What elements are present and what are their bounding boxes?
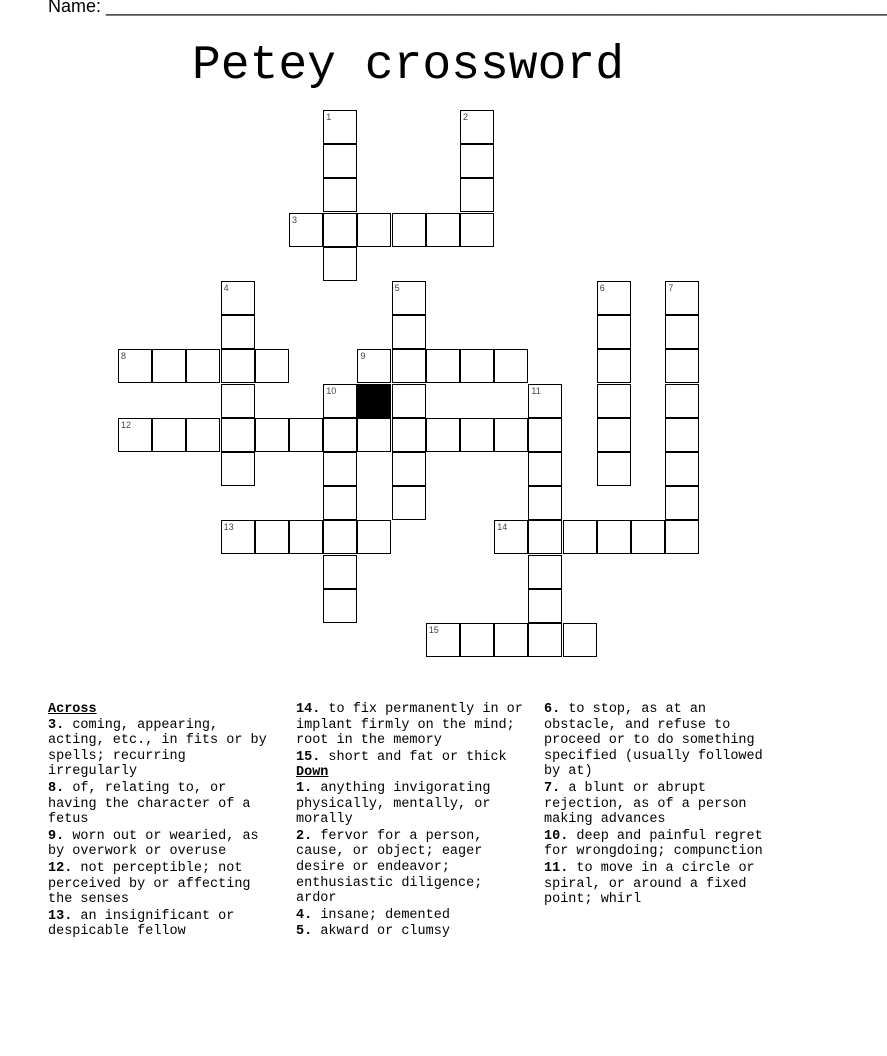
crossword-cell[interactable] — [289, 213, 323, 247]
name-field[interactable]: Name: ______________________________________________________________________________ — [48, 0, 887, 16]
clue-number-label: 7. — [544, 780, 561, 796]
clue-text: insane; demented — [320, 907, 450, 923]
down-clue — [296, 829, 530, 907]
crossword-cell[interactable] — [597, 349, 631, 383]
crossword-cell[interactable] — [152, 418, 186, 452]
crossword-cell[interactable] — [221, 384, 255, 418]
clue-text: to fix permanently in or implant firmly on the mind; root in the memory — [296, 702, 523, 749]
crossword-cell[interactable] — [665, 520, 699, 554]
crossword-cell[interactable] — [528, 418, 562, 452]
black-square — [357, 384, 391, 418]
crossword-cell[interactable] — [494, 349, 528, 383]
crossword-cell[interactable] — [563, 520, 597, 554]
clue-number-label: 13. — [48, 908, 73, 924]
clue-number: 11 — [531, 385, 541, 396]
crossword-cell[interactable] — [631, 520, 665, 554]
crossword-cell[interactable] — [323, 555, 357, 589]
puzzle-title: Petey crossword — [191, 39, 625, 93]
clue-text: short and fat or thick — [328, 749, 507, 765]
crossword-cell[interactable] — [392, 452, 426, 486]
crossword-cell[interactable] — [186, 349, 220, 383]
crossword-cell[interactable] — [426, 213, 460, 247]
crossword-cell[interactable] — [665, 452, 699, 486]
crossword-cell[interactable] — [323, 452, 357, 486]
clue-text: akward or clumsy — [320, 924, 450, 940]
clue-number: 8 — [121, 351, 127, 362]
crossword-cell[interactable] — [426, 349, 460, 383]
crossword-cell[interactable] — [392, 315, 426, 349]
down-clue — [296, 908, 530, 924]
down-clue — [296, 781, 530, 828]
crossword-cell[interactable] — [221, 452, 255, 486]
clue-number: 7 — [668, 283, 674, 293]
clue-number: 3 — [292, 214, 298, 225]
crossword-cell[interactable] — [597, 418, 631, 452]
crossword-cell[interactable] — [357, 418, 391, 452]
crossword-cell[interactable] — [392, 384, 426, 418]
clue-number-label: 10. — [544, 828, 569, 844]
clue-text: not perceptible; not perceived by or affecting the senses — [48, 860, 251, 908]
clue-number: 14 — [497, 522, 508, 533]
crossword-cell[interactable] — [323, 589, 357, 623]
clue-number: 10 — [326, 385, 337, 396]
crossword-cell[interactable] — [597, 281, 631, 315]
crossword-cell[interactable] — [255, 520, 289, 554]
crossword-cell[interactable] — [289, 520, 323, 554]
crossword-cell[interactable] — [460, 213, 494, 247]
crossword-cell[interactable] — [460, 178, 494, 212]
crossword-cell[interactable] — [152, 349, 186, 383]
down-clue — [296, 924, 530, 940]
clue-number: 13 — [223, 522, 234, 533]
down-clue — [544, 861, 778, 908]
crossword-cell[interactable] — [494, 623, 528, 657]
crossword-cell[interactable] — [528, 589, 562, 623]
crossword-cell[interactable] — [357, 520, 391, 554]
crossword-cell[interactable] — [255, 349, 289, 383]
crossword-cell[interactable] — [528, 623, 562, 657]
crossword-cell[interactable] — [221, 281, 255, 315]
crossword-cell[interactable] — [392, 281, 426, 315]
clue-number-label: 11. — [544, 860, 569, 876]
clue-number-label: 3. — [48, 717, 65, 733]
across-header: Across — [48, 702, 97, 717]
clue-text: to move in a circle or spiral, or around a fixed point; whirl — [544, 860, 755, 908]
clue-number-label: 15. — [296, 749, 321, 765]
crossword-cell[interactable] — [392, 213, 426, 247]
crossword-cell[interactable] — [528, 486, 562, 520]
clue-text: to stop, as at an obstacle, and refuse to proceed or to do something specified (usually followed by at) — [544, 702, 763, 780]
clue-number-label: 5. — [296, 924, 313, 940]
crossword-cell[interactable] — [665, 418, 699, 452]
crossword-cell[interactable] — [528, 520, 562, 554]
crossword-cell[interactable] — [597, 452, 631, 486]
crossword-cell[interactable] — [255, 418, 289, 452]
crossword-cell[interactable] — [392, 418, 426, 452]
clue-number: 2 — [463, 112, 469, 122]
crossword-cell[interactable] — [118, 349, 152, 383]
crossword-cell[interactable] — [221, 520, 255, 554]
clue-number-label: 4. — [296, 907, 313, 923]
crossword-cell[interactable] — [563, 623, 597, 657]
clue-text: worn out or wearied, as by overwork or overuse — [48, 828, 259, 860]
clue-text: anything invigorating physically, mentally, or morally — [296, 780, 491, 828]
crossword-cell[interactable] — [460, 623, 494, 657]
down-clue — [544, 829, 778, 860]
clue-text: coming, appearing, acting, etc., in fits or by spells; recurring irregularly — [48, 717, 267, 780]
crossword-cell[interactable] — [597, 384, 631, 418]
crossword-cell[interactable] — [460, 110, 494, 144]
across-clue — [48, 909, 282, 940]
clue-text: an insignificant or despicable fellow — [48, 908, 235, 940]
down-clue — [544, 781, 778, 828]
crossword-cell[interactable] — [665, 315, 699, 349]
clue-text: of, relating to, or having the character of a fetus — [48, 780, 251, 828]
clue-number: 9 — [360, 351, 366, 362]
crossword-cell[interactable] — [426, 418, 460, 452]
clue-number-label: 1. — [296, 780, 313, 796]
crossword-cell[interactable] — [323, 418, 357, 452]
clue-text: fervor for a person, cause, or object; eager desire or endeavor; enthusiastic diligence; ardor — [296, 828, 483, 907]
clues-section — [48, 702, 778, 958]
crossword-cell[interactable] — [323, 178, 357, 212]
crossword-cell[interactable] — [323, 247, 357, 281]
crossword-cell[interactable] — [323, 110, 357, 144]
crossword-cell[interactable] — [357, 213, 391, 247]
crossword-cell[interactable] — [323, 213, 357, 247]
crossword-cell[interactable] — [528, 452, 562, 486]
down-clue — [544, 702, 778, 780]
crossword-cell[interactable] — [665, 281, 699, 315]
crossword-cell[interactable] — [665, 384, 699, 418]
crossword-cell[interactable] — [221, 418, 255, 452]
down-header: Down — [296, 765, 329, 781]
clue-number-label: 14. — [296, 702, 321, 717]
crossword-cell[interactable] — [186, 418, 220, 452]
crossword-cell[interactable] — [597, 520, 631, 554]
crossword-cell[interactable] — [528, 384, 562, 418]
across-clue — [48, 829, 282, 860]
crossword-cell[interactable] — [323, 486, 357, 520]
across-clue — [48, 718, 282, 780]
clue-number-label: 12. — [48, 860, 73, 876]
clue-number-label: 6. — [544, 702, 561, 717]
across-clue — [48, 781, 282, 828]
crossword-cell[interactable] — [665, 486, 699, 520]
crossword-cell[interactable] — [323, 384, 357, 418]
crossword-cell[interactable] — [460, 144, 494, 178]
across-clue — [296, 750, 530, 766]
across-clue — [296, 702, 530, 749]
crossword-cell[interactable] — [460, 418, 494, 452]
clue-number-label: 9. — [48, 828, 65, 844]
crossword-cell[interactable] — [665, 349, 699, 383]
clue-number: 12 — [121, 419, 132, 430]
crossword-cell[interactable] — [392, 486, 426, 520]
clue-number: 5 — [394, 283, 400, 293]
clue-number: 4 — [223, 283, 229, 293]
clue-number: 15 — [428, 625, 439, 635]
across-clue — [48, 861, 282, 908]
crossword-cell[interactable] — [528, 555, 562, 589]
crossword-cell[interactable] — [426, 623, 460, 657]
clue-text: deep and painful regret for wrongdoing; compunction — [544, 828, 763, 860]
crossword-cell[interactable] — [323, 520, 357, 554]
crossword-cell[interactable] — [392, 349, 426, 383]
crossword-cell[interactable] — [118, 418, 152, 452]
crossword-cell[interactable] — [597, 315, 631, 349]
crossword-cell[interactable] — [221, 349, 255, 383]
clue-number-label: 8. — [48, 780, 65, 796]
clue-text: a blunt or abrupt rejection, as of a person making advances — [544, 780, 747, 828]
crossword-cell[interactable] — [494, 520, 528, 554]
crossword-cell[interactable] — [357, 349, 391, 383]
clue-number-label: 2. — [296, 828, 313, 844]
crossword-cell[interactable] — [494, 418, 528, 452]
crossword-cell[interactable] — [289, 418, 323, 452]
clue-number: 6 — [599, 283, 605, 293]
crossword-cell[interactable] — [323, 144, 357, 178]
clue-number: 1 — [326, 112, 332, 122]
crossword-cell[interactable] — [221, 315, 255, 349]
crossword-cell[interactable] — [460, 349, 494, 383]
